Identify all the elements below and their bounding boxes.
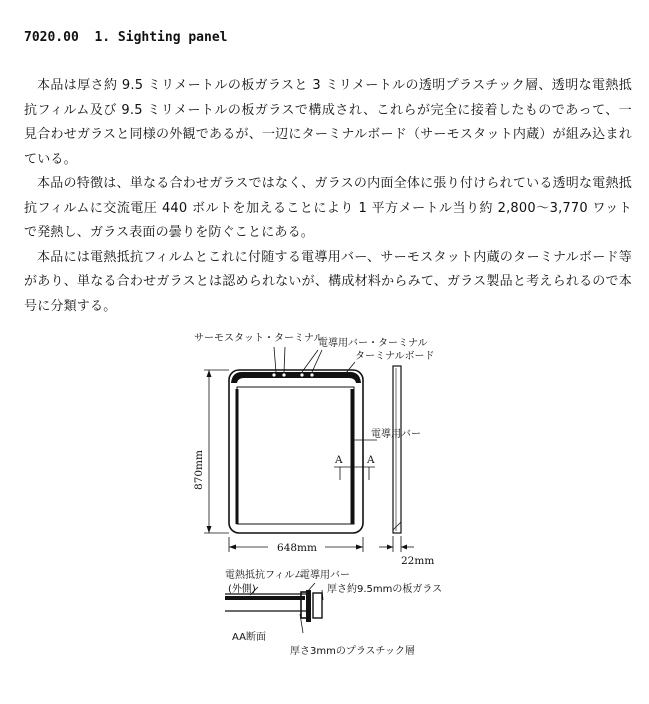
arrow-head (401, 545, 407, 550)
label-film-outer: (外側) (228, 584, 256, 595)
arrow-head (387, 545, 393, 550)
terminal-dot (282, 373, 285, 376)
label-bar-terminal: 電導用バー・ターミナル (318, 338, 428, 349)
label-conductive-bar: 電導用バー (371, 429, 421, 440)
section-plastic-layer (225, 596, 305, 600)
height-dimension (204, 370, 229, 533)
terminal-dot (272, 373, 275, 376)
thickness-dimension (379, 536, 414, 552)
paragraph-2: 本品の特徴は、単なる合わせガラスではなく、ガラスの内面全体に張り付けられている透明な電熱抵抗フィルムに交流電圧 440 ボルトを加えることにより 1 平方メートル当り約 2,800～3,770 ワットで発熱し、ガラス表面の曇りを防ぐことにある。 (24, 176, 632, 240)
label-height: 870mm (193, 450, 205, 490)
label-thickness: 22mm (401, 555, 435, 567)
label-section-a-right: A (367, 454, 375, 466)
leader-bar-terminal (312, 350, 322, 372)
arrow-head (229, 545, 236, 550)
leader-terminal-board (346, 362, 355, 373)
label-terminal-board: ターミナルボード (355, 351, 435, 362)
paragraph-3: 本品には電熱抵抗フィルムとこれに付随する電導用バー、サーモスタット内蔵のターミナルボード等があり、単なる合わせガラスとは認められないが、構成材料からみて、ガラス製品と考えられるので本号に分類する。 (24, 249, 632, 314)
arrow-head (207, 526, 212, 533)
arrow-head (356, 545, 363, 550)
side-outline (393, 366, 401, 533)
paragraph-1: 本品は厚さ約 9.5 ミリメートルの板ガラスと 3 ミリメートルの透明プラスチック層、透明な電熱抵抗フィルム及び 9.5 ミリメートルの板ガラスで構成され、これらが完全に接着したものであって、一見合わせガラスと同様の外観であるが、一辺にターミナルボード（サーモスタット内蔵）が組み込まれている。 (24, 78, 632, 167)
label-section-plastic: 厚さ3mmのプラスチック層 (290, 646, 416, 657)
leader-lines (274, 347, 377, 480)
label-section-glass: 厚さ約9.5mmの板ガラス (327, 584, 443, 595)
panel-outline (229, 370, 363, 533)
label-section-bar: 電導用バー (300, 570, 350, 581)
section-end-cap (313, 593, 322, 618)
panel-side-view (393, 366, 401, 533)
leader-thermostat (284, 347, 285, 372)
leader-thermostat (274, 347, 276, 372)
panel-front-view (229, 370, 363, 533)
label-film: 電熱抵抗フィルム (225, 570, 304, 581)
side-bottom-cut (393, 522, 401, 530)
label-thermostat-terminal: サーモスタット・ターミナル (194, 333, 324, 344)
section-bar (306, 590, 311, 622)
leader-bar-terminal (302, 350, 318, 372)
terminal-dot (300, 373, 303, 376)
label-width: 648mm (277, 542, 317, 554)
label-section-title: AA断面 (232, 632, 266, 643)
page-heading: 7020.00 1. Sighting panel (24, 30, 228, 45)
label-section-a-left: A (335, 454, 343, 466)
terminal-dot (310, 373, 313, 376)
terminal-board (231, 372, 361, 383)
arrow-head (207, 370, 212, 377)
